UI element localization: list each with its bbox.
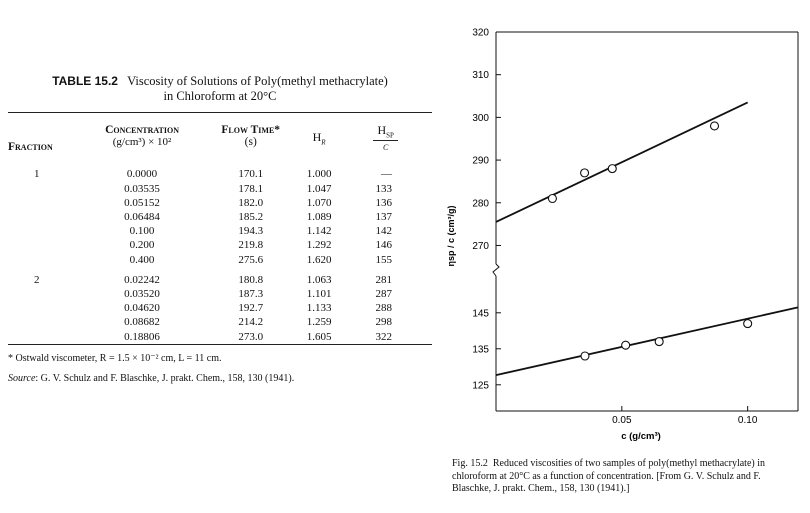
table-row (8, 330, 432, 344)
y-axis-label: ηsp / c (cm³/g) (446, 205, 456, 267)
data-point (622, 341, 630, 349)
table-header-row (8, 113, 432, 163)
y-tick-label-upper: 300 (472, 112, 489, 124)
eta-sp-c-cell: 288 (375, 302, 392, 315)
concentration-cell: 0.06484 (124, 210, 160, 223)
x-axis-label: c (g/cm³) (621, 431, 661, 442)
data-point (548, 195, 556, 203)
eta-sp-c-cell: 146 (375, 239, 392, 252)
eta-r-cell: 1.063 (306, 273, 332, 286)
eta-sp-c-cell: 142 (375, 225, 392, 238)
fraction-cell (8, 253, 81, 267)
table-row (8, 196, 432, 210)
chart-svg (440, 14, 805, 454)
figure-caption (452, 458, 802, 496)
y-tick-label-upper: 320 (472, 27, 489, 39)
fit-line (496, 102, 748, 222)
fraction-cell (8, 330, 81, 344)
header-eta-sp-c: $\eta_{sp}$ c (339, 113, 432, 163)
caption-text: Reduced viscosities of two samples of poly(methyl methacrylate) in chloroform at 20°C as a function of concentration. [From G. V. Schulz and F. Blaschke, J. prakt. Chem., 158, 130 (1941).] (452, 458, 765, 494)
concentration-cell: 0.0000 (126, 168, 158, 181)
axis-break-mark (493, 264, 499, 276)
y-tick-label-upper: 290 (472, 155, 489, 167)
flow-time-cell: 273.0 (238, 330, 264, 343)
data-point (744, 320, 752, 328)
y-tick-label-upper: 280 (472, 198, 489, 210)
concentration-cell: 0.03520 (124, 287, 160, 300)
eta-sp-c-cell: 298 (375, 316, 392, 329)
fraction-cell (8, 196, 81, 210)
fraction-cell: 2 (34, 273, 40, 286)
eta-r-cell: 1.142 (306, 225, 332, 238)
table-title-line2: in Chloroform at 20°C (163, 89, 277, 103)
eta-r-cell: 1.620 (306, 253, 332, 266)
source-label: Source (8, 372, 36, 384)
flow-time-cell: 187.3 (238, 287, 264, 300)
table-row (8, 224, 432, 238)
fraction-cell (8, 287, 81, 301)
data-point (710, 122, 718, 130)
table-bottom-rule (8, 344, 432, 345)
table-row (8, 301, 432, 315)
eta-r-cell: 1.133 (306, 302, 332, 315)
flow-time-cell: 170.1 (238, 168, 264, 181)
table-label: TABLE 15.2 (52, 74, 118, 88)
concentration-cell: 0.200 (129, 239, 155, 252)
concentration-cell: 0.100 (129, 225, 155, 238)
eta-sp-c-cell: 287 (375, 287, 392, 300)
y-tick-label-lower: 135 (472, 344, 489, 356)
eta-sp-c-cell: 155 (375, 253, 392, 266)
concentration-cell: 0.04620 (124, 302, 160, 315)
eta-r-cell: 1.101 (306, 287, 332, 300)
concentration-cell: 0.400 (129, 253, 155, 266)
fraction-cell: 1 (34, 168, 40, 181)
eta-sp-c-cell: — (381, 168, 392, 181)
flow-time-cell: 219.8 (238, 239, 264, 252)
fraction-cell (8, 301, 81, 315)
fit-line (496, 307, 798, 375)
caption-label: Fig. 15.2 (452, 458, 488, 469)
table-row (8, 167, 432, 181)
fraction-cell (8, 182, 81, 196)
concentration-cell: 0.18806 (124, 330, 160, 343)
eta-r-cell: 1.089 (306, 210, 332, 223)
footnote: * Ostwald viscometer, R = 1.5 × 10⁻² cm, L = 11 cm. (8, 352, 222, 364)
flow-time-cell: 192.7 (238, 302, 264, 315)
data-point (581, 352, 589, 360)
eta-r-cell: 1.605 (306, 330, 332, 343)
y-tick-label-lower: 125 (472, 380, 489, 392)
eta-sp-c-cell: 133 (375, 182, 392, 195)
flow-time-cell: 275.6 (238, 253, 264, 266)
fraction-cell (8, 315, 81, 329)
table-title (8, 74, 432, 104)
eta-r-cell: 1.292 (306, 239, 332, 252)
table-row (8, 238, 432, 252)
concentration-cell: 0.02242 (124, 273, 160, 286)
fraction-cell (8, 238, 81, 252)
header-concentration: Concentration (g/cm³) × 10² (105, 124, 180, 149)
eta-sp-c-cell: 281 (375, 273, 392, 286)
table-row (8, 287, 432, 301)
concentration-cell: 0.05152 (124, 196, 160, 209)
header-fraction: Fraction (8, 141, 53, 154)
eta-r-cell: 1.070 (306, 196, 332, 209)
table-row (8, 253, 432, 267)
data-point (655, 338, 663, 346)
source-text: : G. V. Schulz and F. Blaschke, J. prakt. Chem., 158, 130 (1941). (35, 372, 295, 384)
flow-time-cell: 214.2 (238, 316, 264, 329)
table-row (8, 182, 432, 196)
fraction-cell (8, 210, 81, 224)
table-notes (8, 349, 432, 389)
table-title-line1: Viscosity of Solutions of Poly(methyl methacrylate) (127, 74, 388, 88)
concentration-cell: 0.03535 (124, 182, 160, 195)
flow-time-cell: 182.0 (238, 196, 264, 209)
flow-time-cell: 185.2 (238, 210, 264, 223)
data-point (608, 165, 616, 173)
eta-sp-c-cell: 136 (375, 196, 392, 209)
data-point (581, 169, 589, 177)
table-row (8, 273, 432, 287)
table-row (8, 315, 432, 329)
eta-sp-c-cell: 322 (375, 330, 392, 343)
eta-r-cell: 1.000 (306, 168, 332, 181)
x-tick-label: 0.05 (612, 415, 632, 426)
y-tick-label-upper: 310 (472, 70, 489, 82)
eta-sp-c-cell: 137 (375, 210, 392, 223)
y-tick-label-upper: 270 (472, 240, 489, 252)
flow-time-cell: 178.1 (238, 182, 264, 195)
x-tick-label: 0.10 (737, 415, 758, 426)
eta-r-cell: 1.047 (306, 182, 332, 195)
flow-time-cell: 180.8 (238, 273, 264, 286)
table-row (8, 210, 432, 224)
fraction-cell (8, 224, 81, 238)
source-line (8, 369, 432, 389)
viscosity-table-section (8, 74, 432, 389)
viscosity-table (8, 113, 432, 344)
header-flow-time: Flow Time* (s) (221, 124, 281, 149)
concentration-cell: 0.08682 (124, 316, 160, 329)
table-body (8, 163, 432, 343)
eta-r-cell: 1.259 (306, 316, 332, 329)
header-eta-r: $\eta_r$ (312, 125, 326, 147)
flow-time-cell: 194.3 (238, 225, 264, 238)
y-tick-label-lower: 145 (472, 308, 489, 320)
reduced-viscosity-chart (440, 14, 805, 459)
